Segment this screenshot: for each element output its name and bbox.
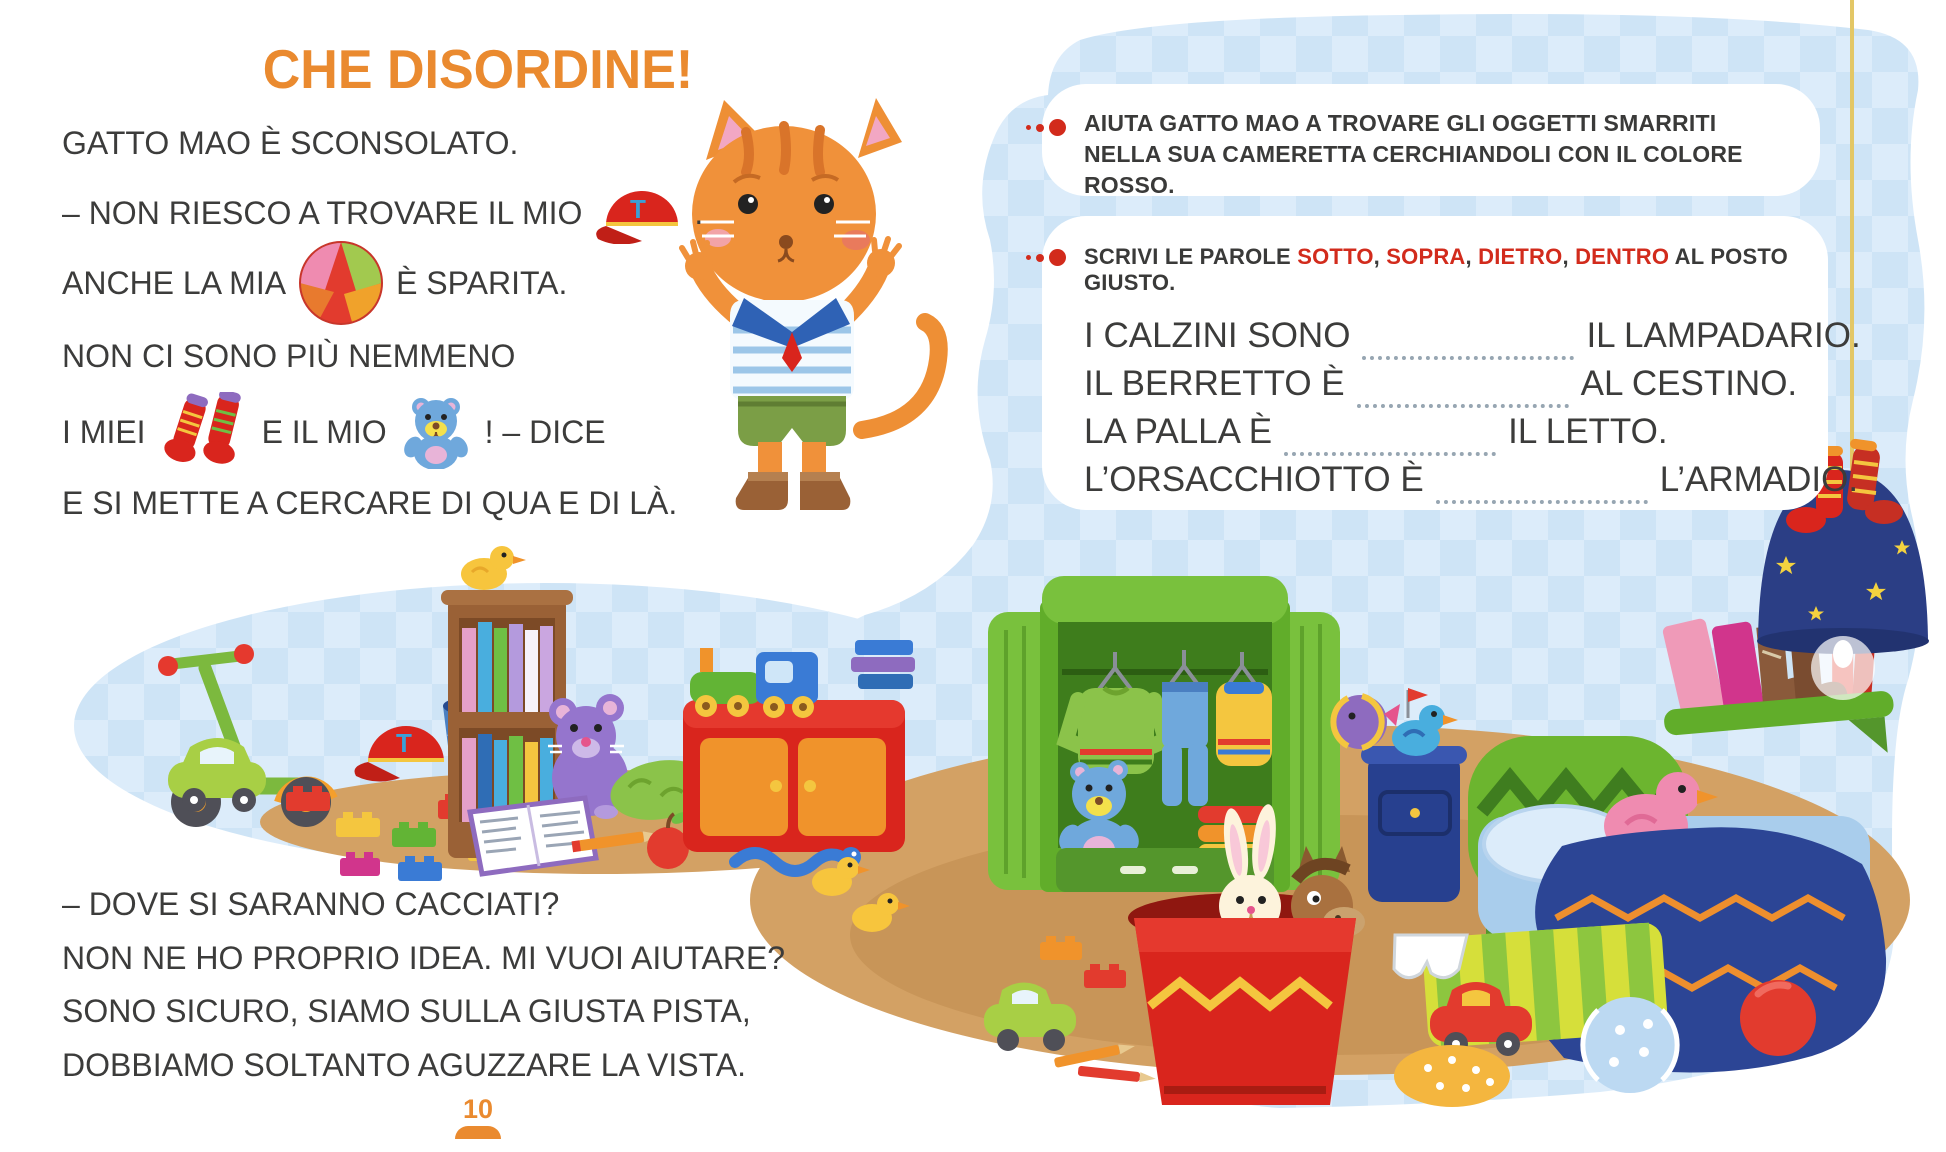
fill-after-text: L’ARMADIO.: [1659, 460, 1859, 499]
story-text: E SI METTE A CERCARE DI QUA E DI LÀ.: [62, 484, 678, 521]
dialogue-block: [62, 878, 785, 1092]
gatto-mao-cat: [682, 98, 939, 510]
fill-before-text: LA PALLA È: [1084, 412, 1273, 451]
beach-ball: [1582, 997, 1678, 1093]
fill-after-text: IL LAMPADARIO.: [1586, 316, 1861, 355]
keyword: SOPRA: [1386, 244, 1466, 269]
fill-before-text: IL BERRETTO È: [1084, 364, 1345, 403]
fill-row: [1084, 456, 1859, 504]
activity1-text-line1: AIUTA GATTO MAO A TROVARE GLI OGGETTI SMARRITI: [1084, 110, 1717, 136]
answer-blank[interactable]: [1284, 412, 1496, 456]
red-cap-icon: [594, 182, 682, 244]
notebook: [470, 798, 596, 874]
page-title: CHE DISORDINE!: [262, 39, 694, 101]
activity2-suffix: AL POSTO GIUSTO.: [1084, 244, 1788, 295]
page-number: [450, 1094, 506, 1139]
fill-row: [1084, 312, 1861, 360]
dialogue-line: DOBBIAMO SOLTANTO AGUZZARE LA VISTA.: [62, 1046, 746, 1083]
page-number-arc: [455, 1126, 501, 1139]
red-ball: [1740, 980, 1816, 1056]
fill-before-text: L’ORSACCHIOTTO È: [1084, 460, 1424, 499]
story-text: I MIEI: [62, 413, 146, 450]
red-dots-bullet: [1026, 119, 1066, 136]
page-number-value: 10: [462, 1094, 494, 1124]
activity2-bubble: [1042, 216, 1861, 510]
dialogue-line: SONO SICURO, SIAMO SULLA GIUSTA PISTA,: [62, 993, 751, 1029]
story-text: ANCHE LA MIA: [62, 264, 287, 301]
cat-tail: [862, 322, 939, 430]
story-text: È SPARITA.: [396, 264, 568, 301]
activity2-instruction-words: SOTTO, SOPRA, DIETRO, DENTRO: [1297, 244, 1670, 269]
story-line-6: [62, 457, 677, 549]
yellow-sweater: [1216, 682, 1272, 766]
story-text: .: [694, 194, 704, 231]
dotted-cushion: [1394, 1045, 1510, 1107]
activity2-instruction: [1084, 244, 1798, 296]
dialogue-line: – DOVE SI SARANNO CACCIATI?: [62, 886, 560, 922]
fill-row: [1084, 360, 1798, 408]
answer-blank[interactable]: [1362, 316, 1574, 360]
story-text: GATTO MAO È SCONSOLATO.: [62, 124, 519, 161]
fill-after-text: AL CESTINO.: [1580, 364, 1798, 403]
keyword: SOTTO: [1297, 244, 1374, 269]
answer-blank[interactable]: [1357, 364, 1569, 408]
nightstand: [1361, 746, 1467, 902]
stacked-books: [851, 640, 915, 689]
activity1-text-line2: NELLA SUA CAMERETTA CERCHIANDOLI CON IL COLORE ROSSO.: [1084, 141, 1743, 198]
fill-after-text: IL LETTO.: [1508, 412, 1668, 451]
red-cabinet: [683, 700, 905, 852]
activity2-prefix: SCRIVI LE PAROLE: [1084, 244, 1291, 269]
svg-text:T: T: [630, 194, 647, 224]
keyword: DENTRO: [1575, 244, 1670, 269]
red-dots-bullet: [1026, 249, 1066, 266]
svg-text:T: T: [396, 728, 412, 758]
keyword: DIETRO: [1478, 244, 1563, 269]
activity1-bubble: [1042, 84, 1820, 196]
fill-before-text: I CALZINI SONO: [1084, 316, 1351, 355]
fill-row: [1084, 408, 1798, 456]
story-text: ! – DICE: [484, 413, 606, 450]
fill-in-rows: [1084, 312, 1861, 504]
story-text: NON CI SONO PIÙ NEMMENO: [62, 337, 516, 374]
wardrobe: [988, 576, 1340, 892]
answer-blank[interactable]: [1436, 460, 1648, 504]
story-text: – NON RIESCO A TROVARE IL MIO: [62, 194, 583, 231]
dialogue-line: NON NE HO PROPRIO IDEA. MI VUOI AIUTARE?: [62, 939, 786, 976]
white-underpants: [1394, 935, 1467, 978]
story-text: E IL MIO: [261, 413, 387, 450]
